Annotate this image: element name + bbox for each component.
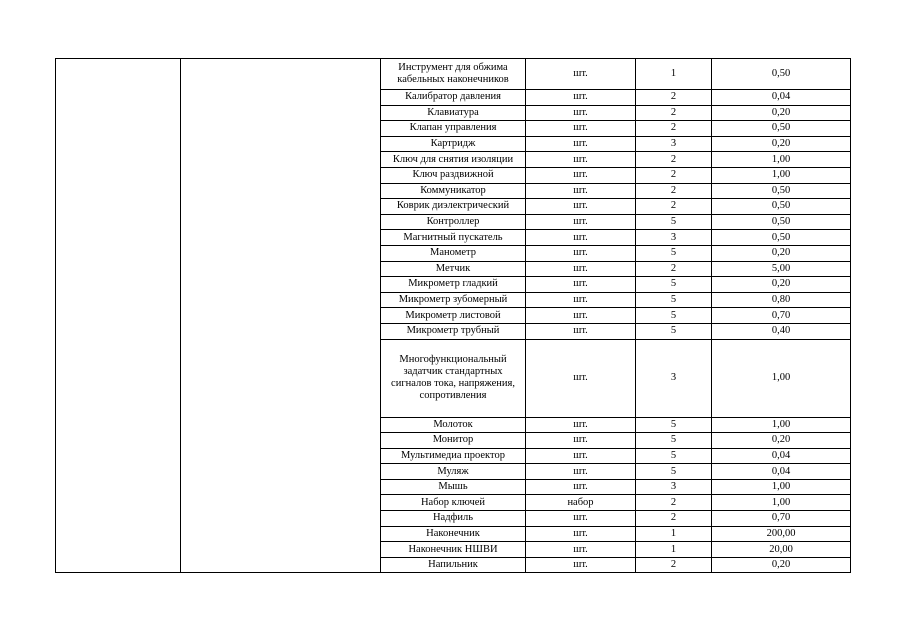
- unit-cell: шт.: [526, 214, 636, 230]
- value-cell: 0,70: [712, 511, 851, 527]
- item-name-cell: Ключ для снятия изоляции: [381, 152, 526, 168]
- value-cell: 1,00: [712, 152, 851, 168]
- item-name-cell: Микрометр листовой: [381, 308, 526, 324]
- value-cell: 20,00: [712, 542, 851, 558]
- item-name-cell: Картридж: [381, 136, 526, 152]
- quantity-cell: 5: [636, 292, 712, 308]
- value-cell: 0,20: [712, 433, 851, 449]
- unit-cell: шт.: [526, 308, 636, 324]
- unit-cell: шт.: [526, 121, 636, 137]
- value-cell: 1,00: [712, 339, 851, 417]
- value-cell: 0,70: [712, 308, 851, 324]
- unit-cell: шт.: [526, 277, 636, 293]
- item-name-cell: Молоток: [381, 417, 526, 433]
- value-cell: 5,00: [712, 261, 851, 277]
- item-name-cell: Надфиль: [381, 511, 526, 527]
- quantity-cell: 2: [636, 167, 712, 183]
- item-name-cell: Коврик диэлектрический: [381, 199, 526, 215]
- quantity-cell: 3: [636, 479, 712, 495]
- value-cell: 1,00: [712, 495, 851, 511]
- item-name-cell: Наконечник НШВИ: [381, 542, 526, 558]
- value-cell: 0,20: [712, 277, 851, 293]
- item-name-cell: Напильник: [381, 557, 526, 573]
- unit-cell: шт.: [526, 433, 636, 449]
- unit-cell: шт.: [526, 542, 636, 558]
- quantity-cell: 2: [636, 557, 712, 573]
- quantity-cell: 2: [636, 199, 712, 215]
- value-cell: 0,04: [712, 448, 851, 464]
- item-name-cell: Контроллер: [381, 214, 526, 230]
- quantity-cell: 5: [636, 433, 712, 449]
- item-name-cell: Монитор: [381, 433, 526, 449]
- item-name-cell: Магнитный пускатель: [381, 230, 526, 246]
- quantity-cell: 5: [636, 214, 712, 230]
- item-name-cell: Манометр: [381, 245, 526, 261]
- value-cell: 0,20: [712, 245, 851, 261]
- value-cell: 200,00: [712, 526, 851, 542]
- quantity-cell: 1: [636, 59, 712, 90]
- value-cell: 0,04: [712, 464, 851, 480]
- unit-cell: шт.: [526, 323, 636, 339]
- unit-cell: шт.: [526, 245, 636, 261]
- item-name-cell: Инструмент для обжима кабельных наконечников: [381, 59, 526, 90]
- value-cell: 0,50: [712, 214, 851, 230]
- quantity-cell: 2: [636, 511, 712, 527]
- value-cell: 0,04: [712, 90, 851, 106]
- item-name-cell: Клавиатура: [381, 105, 526, 121]
- unit-cell: шт.: [526, 199, 636, 215]
- item-name-cell: Метчик: [381, 261, 526, 277]
- value-cell: 0,20: [712, 136, 851, 152]
- unit-cell: шт.: [526, 261, 636, 277]
- table-row: [56, 59, 851, 90]
- quantity-cell: 5: [636, 323, 712, 339]
- unit-cell: шт.: [526, 59, 636, 90]
- value-cell: 1,00: [712, 417, 851, 433]
- item-name-cell: Многофункциональный задатчик стандартных сигналов тока, напряжения, сопротивления: [381, 339, 526, 417]
- unit-cell: набор: [526, 495, 636, 511]
- value-cell: 0,50: [712, 199, 851, 215]
- quantity-cell: 2: [636, 152, 712, 168]
- item-name-cell: Мультимедиа проектор: [381, 448, 526, 464]
- equipment-table-body: [56, 59, 851, 573]
- unit-cell: шт.: [526, 339, 636, 417]
- value-cell: 0,50: [712, 183, 851, 199]
- quantity-cell: 1: [636, 526, 712, 542]
- quantity-cell: 2: [636, 105, 712, 121]
- quantity-cell: 5: [636, 245, 712, 261]
- quantity-cell: 5: [636, 277, 712, 293]
- unit-cell: шт.: [526, 105, 636, 121]
- unit-cell: шт.: [526, 152, 636, 168]
- quantity-cell: 2: [636, 183, 712, 199]
- quantity-cell: 5: [636, 417, 712, 433]
- quantity-cell: 5: [636, 308, 712, 324]
- unit-cell: шт.: [526, 136, 636, 152]
- quantity-cell: 3: [636, 230, 712, 246]
- unit-cell: шт.: [526, 292, 636, 308]
- item-name-cell: Микрометр трубный: [381, 323, 526, 339]
- quantity-cell: 1: [636, 542, 712, 558]
- quantity-cell: 3: [636, 136, 712, 152]
- unit-cell: шт.: [526, 557, 636, 573]
- item-name-cell: Наконечник: [381, 526, 526, 542]
- quantity-cell: 2: [636, 121, 712, 137]
- value-cell: 0,40: [712, 323, 851, 339]
- blank-column-2: [181, 59, 381, 573]
- unit-cell: шт.: [526, 526, 636, 542]
- unit-cell: шт.: [526, 417, 636, 433]
- unit-cell: шт.: [526, 511, 636, 527]
- quantity-cell: 2: [636, 495, 712, 511]
- value-cell: 0,20: [712, 105, 851, 121]
- unit-cell: шт.: [526, 479, 636, 495]
- equipment-table: [55, 58, 851, 573]
- quantity-cell: 5: [636, 464, 712, 480]
- item-name-cell: Муляж: [381, 464, 526, 480]
- quantity-cell: 3: [636, 339, 712, 417]
- value-cell: 0,50: [712, 230, 851, 246]
- value-cell: 1,00: [712, 479, 851, 495]
- unit-cell: шт.: [526, 183, 636, 199]
- item-name-cell: Микрометр зубомерный: [381, 292, 526, 308]
- item-name-cell: Мышь: [381, 479, 526, 495]
- value-cell: 0,50: [712, 121, 851, 137]
- value-cell: 0,20: [712, 557, 851, 573]
- item-name-cell: Ключ раздвижной: [381, 167, 526, 183]
- quantity-cell: 2: [636, 261, 712, 277]
- unit-cell: шт.: [526, 230, 636, 246]
- item-name-cell: Набор ключей: [381, 495, 526, 511]
- item-name-cell: Клапан управления: [381, 121, 526, 137]
- unit-cell: шт.: [526, 448, 636, 464]
- quantity-cell: 2: [636, 90, 712, 106]
- item-name-cell: Калибратор давления: [381, 90, 526, 106]
- unit-cell: шт.: [526, 464, 636, 480]
- value-cell: 0,80: [712, 292, 851, 308]
- unit-cell: шт.: [526, 167, 636, 183]
- blank-column-1: [56, 59, 181, 573]
- item-name-cell: Микрометр гладкий: [381, 277, 526, 293]
- value-cell: 0,50: [712, 59, 851, 90]
- unit-cell: шт.: [526, 90, 636, 106]
- quantity-cell: 5: [636, 448, 712, 464]
- item-name-cell: Коммуникатор: [381, 183, 526, 199]
- value-cell: 1,00: [712, 167, 851, 183]
